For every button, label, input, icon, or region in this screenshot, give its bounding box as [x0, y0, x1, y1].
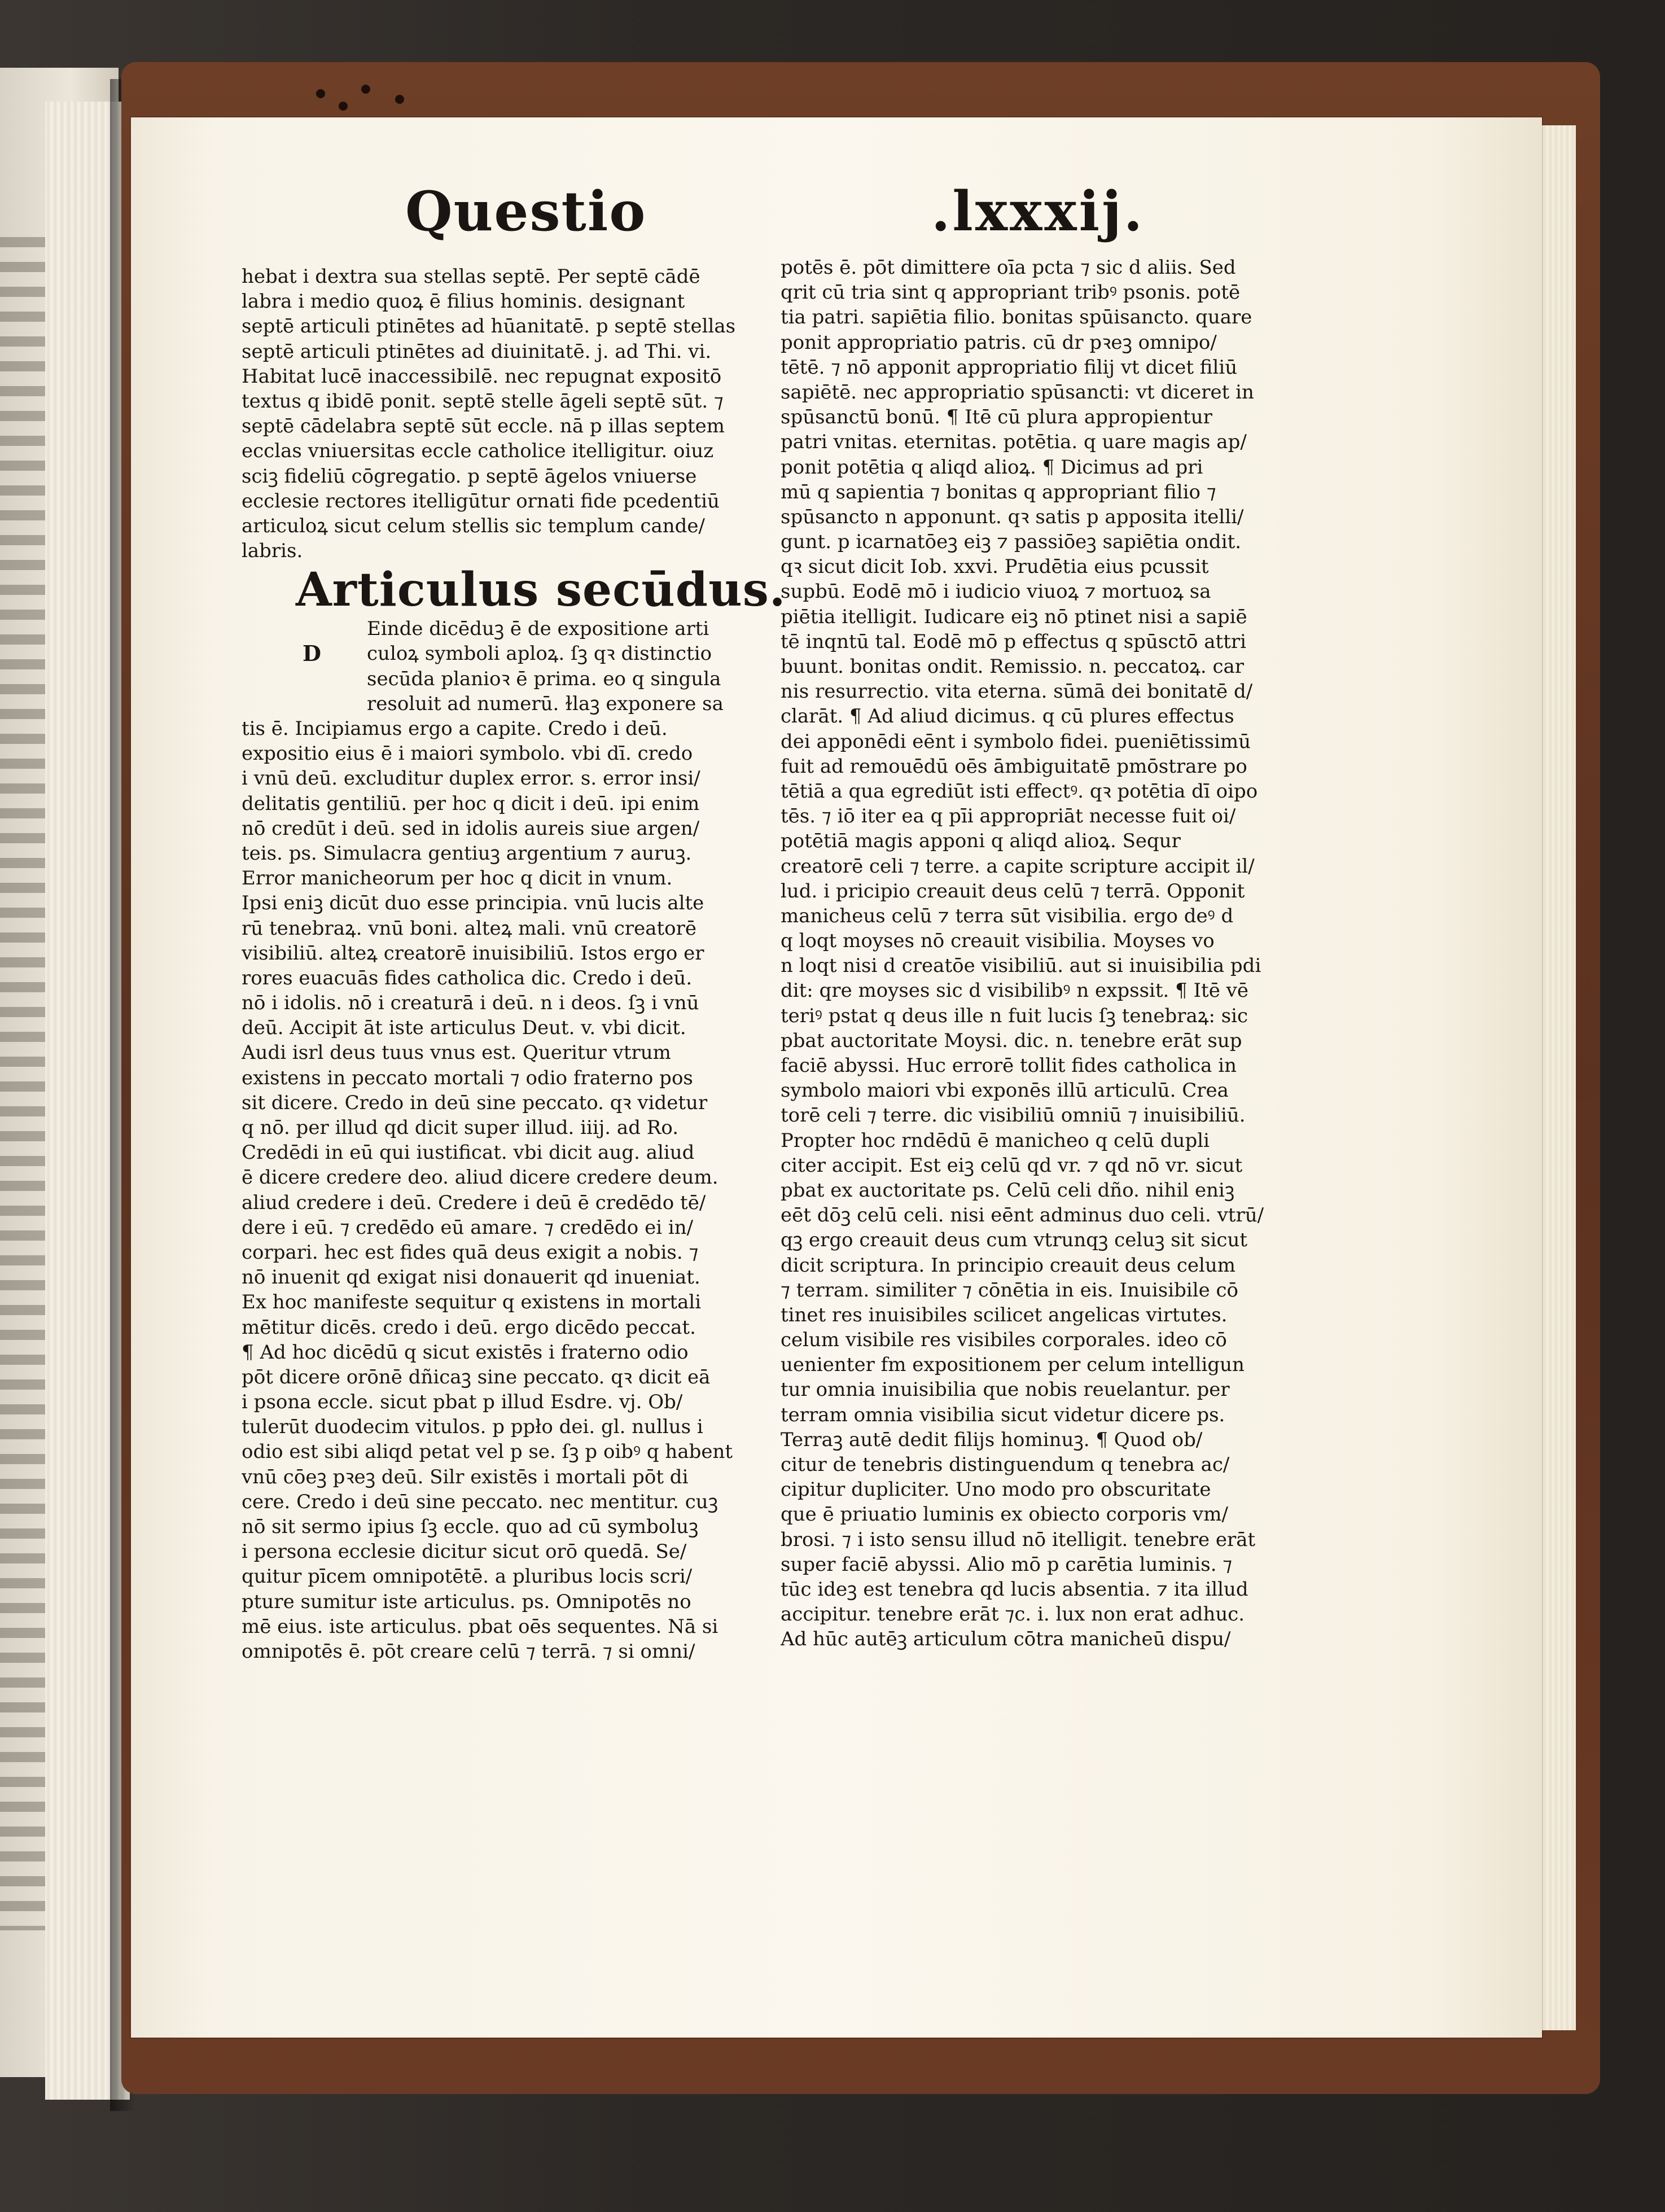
text-line: septē articuli ptinētes ad hūanitatē. p septē stellas — [242, 315, 736, 338]
text-line: i vnū deū. excluditur duplex error. s. error insi/ — [242, 767, 700, 790]
wormhole — [361, 85, 370, 94]
text-line: labris. — [242, 540, 303, 563]
text-line: Credēdi in eū qui iustificat. vbi dicit aug. aliud — [242, 1141, 695, 1164]
text-line: rores euacuās fides catholica dic. Credo i deū. — [242, 966, 693, 989]
text-line: hebat i dextra sua stellas septē. Per septē cādē — [242, 265, 700, 288]
text-line: culoꝝ symboli aploꝝ. ſꝫ qꝛ distinctio — [367, 642, 712, 665]
text-line: ē dicere credere deo. aliud dicere credere deum. — [242, 1166, 718, 1189]
text-line: pōt dicere orōnē dñicaꝫ sine peccato. qꝛ dicit eā — [242, 1365, 711, 1388]
text-line: nō inuenit qd exigat nisi donauerit qd inueniat. — [242, 1266, 700, 1289]
text-line: accipitur. tenebre erāt ⁊c. i. lux non erat adhuc. — [781, 1603, 1245, 1626]
text-line: ecclas vniuersitas eccle catholice itelligitur. oiuz — [242, 440, 714, 463]
text-line: spūsancto n apponunt. qꝛ satis p apposita itelli/ — [781, 505, 1244, 528]
text-line: ponit appropriatio patris. cū dr pꝛeꝫ omnipo/ — [781, 331, 1217, 354]
text-line: tētiā a qua egrediūt isti effectꝰ. qꝛ potētia dī oipo — [781, 779, 1258, 803]
text-line: tētē. ⁊ nō apponit appropriatio filij vt dicet filiū — [781, 356, 1238, 379]
text-line: tia patri. sapiētia filio. bonitas spūisancto. quare — [781, 306, 1252, 329]
left-text-column — [242, 264, 786, 1664]
text-line: visibiliū. alteꝝ creatorē inuisibiliū. Istos ergo er — [242, 941, 704, 965]
text-line: qꝛ sicut dicit Iob. xxvi. Prudētia eius pcussit — [781, 555, 1209, 579]
text-line: citer accipit. Est eiꝫ celū qd vr. ⁊ qd nō vr. sicut — [781, 1154, 1243, 1177]
running-title: Questio — [405, 179, 647, 243]
text-line: citur de tenebris distinguendum q tenebra ac/ — [781, 1453, 1230, 1476]
text-line: cere. Credo i deū sine peccato. nec mentitur. cuꝫ — [242, 1490, 718, 1513]
text-line: celum visibile res visibiles corporales. ideo cō — [781, 1329, 1227, 1352]
text-line: rū tenebraꝝ. vnū boni. alteꝝ mali. vnū creatorē — [242, 917, 697, 940]
text-line: ecclesie rectores itelligūtur ornati fide pcedentiū — [242, 489, 720, 513]
text-line: Error manicheorum per hoc q dicit in vnum. — [242, 867, 673, 890]
text-line: symbolo maiori vbi exponēs illū articulū. Crea — [781, 1079, 1229, 1102]
text-line: sciꝫ fideliū cōgregatio. p septē āgelos vniuerse — [242, 465, 697, 488]
text-line: articuloꝝ sicut celum stellis sic templum cande/ — [242, 514, 705, 537]
text-line: mē eius. iste articulus. pbat oēs sequentes. Nā si — [242, 1615, 718, 1638]
text-line: Einde dicēduꝫ ē de expositione arti — [367, 617, 709, 641]
text-line: Habitat lucē inaccessibilē. nec repugnat expositō — [242, 365, 722, 388]
text-line: i psona eccle. sicut pbat p illud Esdre. vj. Ob/ — [242, 1391, 683, 1414]
text-line: Ex hoc manifeste sequitur q existens in mortali — [242, 1291, 702, 1314]
text-line: i persona ecclesie dicitur sicut orō quedā. Se/ — [242, 1540, 687, 1563]
article-heading: Articulus secūdus. — [296, 563, 786, 617]
text-line: pbat auctoritate Moysi. dic. n. tenebre erāt sup — [781, 1029, 1242, 1052]
text-line: dere i eū. ⁊ credēdo eū amare. ⁊ credēdo ei in/ — [242, 1216, 694, 1239]
text-line: faciē abyssi. Huc errorē tollit fides catholica in — [781, 1054, 1237, 1077]
text-line: qrit cū tria sint q appropriant tribꝰ psonis. potē — [781, 281, 1241, 304]
text-line: secūda planioꝛ ē prima. eo q singula — [367, 667, 721, 690]
right-text-column — [781, 255, 1292, 1652]
text-line: Ipsi eniꝫ dicūt duo esse principia. vnū lucis alte — [242, 892, 704, 915]
text-line: supbū. Eodē mō i iudicio viuoꝝ ⁊ mortuoꝝ sa — [781, 580, 1211, 603]
text-line: lud. i pricipio creauit deus celū ⁊ terrā. Opponit — [781, 879, 1245, 903]
text-line: omnipotēs ē. pōt creare celū ⁊ terrā. ⁊ si omni/ — [242, 1640, 695, 1663]
text-line: fuit ad remouēdū oēs āmbiguitatē pmōstrare po — [781, 755, 1247, 778]
text-line: brosi. ⁊ i isto sensu illud nō itelligit. tenebre erāt — [781, 1528, 1256, 1551]
text-line: gunt. p icarnatōeꝫ eiꝫ ⁊ passiōeꝫ sapiētia ondit. — [781, 531, 1242, 554]
left-column-body — [242, 716, 760, 1664]
text-line: tē inqntū tal. Eodē mō p effectus q spūsctō attri — [781, 630, 1246, 653]
text-line: deū. Accipit āt iste articulus Deut. v. vbi dicit. — [242, 1017, 686, 1040]
text-line: nō credūt i deū. sed in idolis aureis siue argen/ — [242, 817, 700, 840]
text-line: manicheus celū ⁊ terra sūt visibilia. ergo deꝰ d — [781, 904, 1234, 927]
text-line: buunt. bonitas ondit. Remissio. n. peccatoꝝ. car — [781, 655, 1245, 678]
text-line: Terraꝫ autē dedit filijs hominuꝫ. ¶ Quod ob/ — [781, 1428, 1203, 1451]
text-line: tūc ideꝫ est tenebra qd lucis absentia. ⁊ ita illud — [781, 1578, 1248, 1601]
text-line: piētia itelligit. Iudicare eiꝫ nō ptinet nisi a sapiē — [781, 605, 1247, 628]
folio-number: .lxxxij. — [931, 179, 1145, 243]
text-line: ⁊ terram. similiter ⁊ cōnētia in eis. Inuisibile cō — [781, 1278, 1239, 1302]
text-line: ¶ Ad hoc dicēdū q sicut existēs i fraterno odio — [242, 1341, 689, 1364]
text-line: super faciē abyssi. Alio mō p carētia luminis. ⁊ — [781, 1553, 1233, 1576]
text-line: delitatis gentiliū. per hoc q dicit i deū. ipi enim — [242, 792, 700, 815]
text-line: patri vnitas. eternitas. potētia. q uare magis ap/ — [781, 431, 1247, 454]
text-line: vnū cōeꝫ pꝛeꝫ deū. Silr existēs i mortali pōt di — [242, 1465, 689, 1488]
text-line: nō sit sermo ipius ſꝫ eccle. quo ad cū symboluꝫ — [242, 1515, 699, 1538]
wormhole — [395, 95, 404, 104]
text-line: mū q sapientia ⁊ bonitas q appropriant filio ⁊ — [781, 480, 1216, 503]
text-line: terram omnia visibilia sicut videtur dicere ps. — [781, 1403, 1225, 1426]
text-line: tēs. ⁊ iō iter ea q pīi appropriāt necesse fuit oi/ — [781, 805, 1236, 828]
drop-initial-letter: D — [303, 641, 321, 667]
text-line: expositio eius ē i maiori symbolo. vbi dī. credo — [242, 742, 693, 765]
text-line: mētitur dicēs. credo i deū. ergo dicēdo peccat. — [242, 1316, 696, 1339]
text-line: que ē priuatio luminis ex obiecto corporis vm/ — [781, 1503, 1228, 1526]
text-line: tulerūt duodecim vitulos. p ppło dei. gl. nullus i — [242, 1416, 703, 1439]
text-line: tinet res inuisibiles scilicet angelicas virtutes. — [781, 1303, 1228, 1326]
text-line: tur omnia inuisibilia que nobis reuelantur. per — [781, 1378, 1230, 1401]
text-line: textus q ibidē ponit. septē stelle āgeli septē sūt. ⁊ — [242, 389, 724, 413]
text-line: torē celi ⁊ terre. dic visibiliū omniū ⁊ inuisibiliū. — [781, 1104, 1246, 1127]
text-line: creatorē celi ⁊ terre. a capite scripture accipit il/ — [781, 855, 1255, 878]
text-line: teis. ps. Simulacra gentiuꝫ argentium ⁊ auruꝫ. — [242, 842, 692, 865]
text-line: corpari. hec est fides quā deus exigit a nobis. ⁊ — [242, 1241, 699, 1264]
text-line: nis resurrectio. vita eterna. sūmā dei bonitatē d/ — [781, 680, 1253, 703]
text-line: nō i idolis. nō i creaturā i deū. n i deos. ſꝫ i vnū — [242, 992, 699, 1015]
text-line: qꝫ ergo creauit deus cum vtrunqꝫ celuꝫ sit sicut — [781, 1229, 1248, 1252]
text-line: sit dicere. Credo in deū sine peccato. qꝛ videtur — [242, 1091, 708, 1114]
text-line: resoluit ad numerū. ɫlaꝫ exponere sa — [367, 692, 724, 715]
text-line: q nō. per illud qd dicit super illud. iiij. ad Ro. — [242, 1116, 679, 1139]
text-line: potētiā magis apponi q aliqd alioꝝ. Sequr — [781, 830, 1181, 853]
text-line: quitur pīcem omnipotētē. a pluribus locis scri/ — [242, 1565, 693, 1588]
left-column-opening — [242, 264, 760, 563]
text-line: q loqt moyses nō creauit visibilia. Moyses vo — [781, 930, 1215, 953]
text-line: cipitur dupliciter. Uno modo pro obscuritate — [781, 1478, 1211, 1501]
text-line: labra i medio quoꝝ ē filius hominis. designant — [242, 290, 685, 313]
text-line: sapiētē. nec appropriatio spūsancti: vt diceret in — [781, 380, 1254, 404]
text-line: eēt dōꝫ celū celi. nisi eēnt adminus duo celi. vtrū/ — [781, 1204, 1264, 1227]
text-line: septē articuli ptinētes ad diuinitatē. j. ad Thi. vi. — [242, 340, 712, 363]
text-line: Ad hūc autēꝫ articulum cōtra manicheū dispu/ — [781, 1628, 1231, 1651]
text-line: ponit potētia q aliqd alioꝝ. ¶ Dicimus ad pri — [781, 455, 1203, 479]
text-line: pture sumitur iste articulus. ps. Omnipotēs no — [242, 1590, 691, 1613]
text-line: uenienter fm expositionem per celum intelligun — [781, 1354, 1245, 1377]
text-line: Propter hoc rndēdū ē manicheo q celū dupli — [781, 1129, 1210, 1152]
wormhole — [339, 102, 348, 111]
text-line: pbat ex auctoritate ps. Celū celi dño. nihil eniꝫ — [781, 1179, 1235, 1202]
text-line: septē cādelabra septē sūt eccle. nā p illas septem — [242, 415, 725, 438]
text-line: clarāt. ¶ Ad aliud dicimus. q cū plures effectus — [781, 705, 1234, 728]
text-line: tis ē. Incipiamus ergo a capite. Credo i deū. — [242, 717, 668, 740]
text-line: teriꝰ pstat q deus ille n fuit lucis ſꝫ tenebraꝝ: sic — [781, 1004, 1248, 1027]
wormhole — [316, 89, 325, 98]
text-line: n loqt nisi d creatōe visibiliū. aut si inuisibilia pdi — [781, 954, 1261, 978]
text-line: dicit scriptura. In principio creauit deus celum — [781, 1254, 1236, 1277]
text-line: existens in peccato mortali ⁊ odio fraterno pos — [242, 1066, 693, 1089]
drop-initial-paragraph — [242, 616, 760, 716]
text-line: spūsanctū bonū. ¶ Itē cū plura appropientur — [781, 406, 1212, 429]
text-line: odio est sibi aliqd petat vel p se. ſꝫ p oibꝰ q habent — [242, 1440, 733, 1464]
text-line: aliud credere i deū. Credere i deū ē credēdo tē/ — [242, 1191, 706, 1214]
text-line: dei apponēdi eēnt i symbolo fidei. pueniētissimū — [781, 730, 1251, 753]
text-line: dit: qre moyses sic d visibilibꝰ n expssit. ¶ Itē vē — [781, 979, 1248, 1002]
text-line: Audi isrl deus tuus vnus est. Queritur vtrum — [242, 1041, 671, 1065]
text-line: potēs ē. pōt dimittere oīa pcta ⁊ sic d aliis. Sed — [781, 256, 1236, 279]
